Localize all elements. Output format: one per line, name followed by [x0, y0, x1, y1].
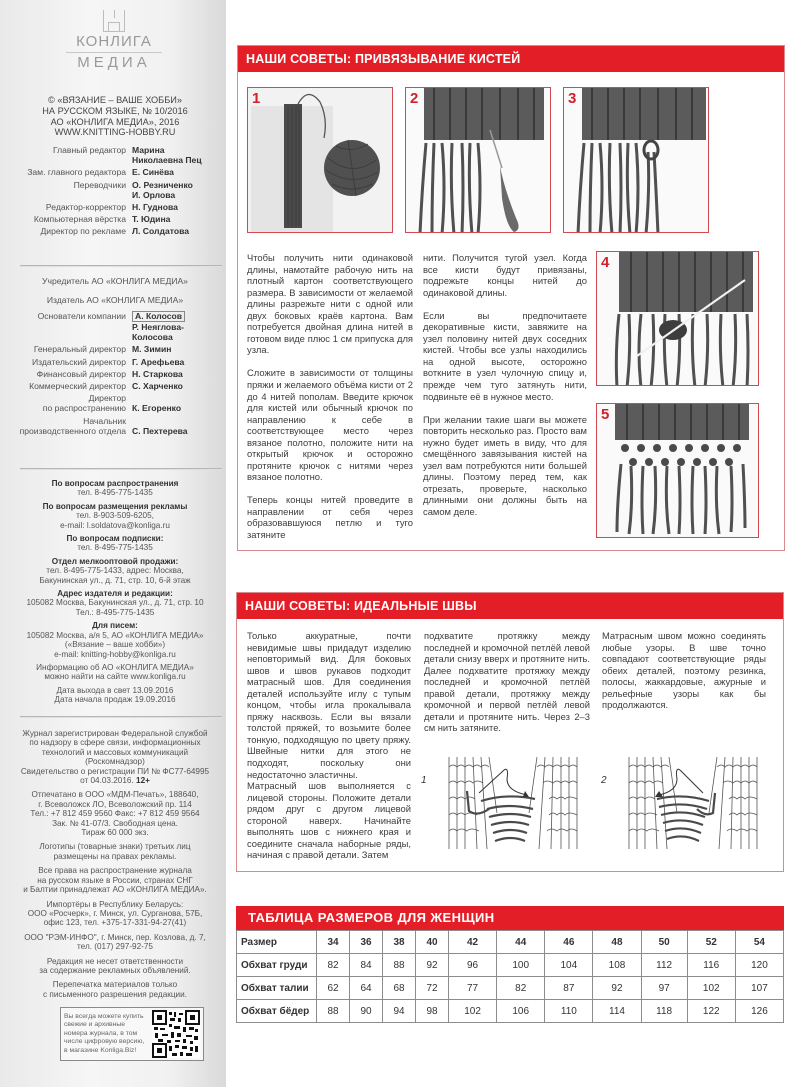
staff-row	[0, 167, 222, 177]
legal-line: технологий и массовых коммуникаций	[41, 747, 189, 757]
row-label: Обхват талии	[237, 977, 317, 1000]
contact-heading: Для писем:	[92, 621, 138, 631]
seams-text-column-1	[247, 630, 411, 861]
publisher-line: Издатель АО «КОНЛИГА МЕДИА»	[46, 295, 184, 305]
legal-line: Импортёры в Республику Беларусь:	[46, 899, 184, 909]
staff-role: Директор по рекламе	[40, 226, 126, 237]
legal-line: на русском языке в России, странах СНГ	[37, 875, 193, 885]
copyright-line: НА РУССКОМ ЯЗЫКЕ, № 10/2016	[42, 105, 188, 116]
table-cell: 64	[350, 977, 383, 1000]
legal-line: Тираж 60 000 экз.	[81, 828, 149, 838]
row-label: Размер	[237, 931, 317, 954]
legal-line: Журнал зарегистрирован Федеральной службой	[22, 729, 208, 738]
legal-line: Отпечатано в ООО «МДМ-Печать», 188640,	[31, 790, 199, 800]
contact-heading: Адрес издателя и редакции:	[57, 589, 173, 599]
editorial-staff	[0, 145, 222, 239]
paragraph: нити. Получится тугой узел. Когда все кисти будут привязаны, подрежьте концы нитей до одинаковой длины.	[423, 252, 587, 298]
staff-row	[0, 145, 222, 165]
table-cell: 110	[545, 1000, 593, 1023]
contact-heading: По вопросам подписки:	[66, 534, 164, 544]
table-cell: 94	[383, 1000, 416, 1023]
step-number: 2	[410, 90, 419, 107]
step-photo-1	[247, 87, 393, 233]
table-cell: 114	[593, 1000, 641, 1023]
legal-line: г. Всеволожск ЛО, Всеволожский пр. 114	[38, 799, 192, 809]
staff-name: С. Пехтерева	[132, 425, 188, 436]
email-link[interactable]: e-mail: knitting-hobby@konliga.ru	[54, 649, 176, 659]
legal-line: и Балтии принадлежат АО «КОНЛИГА МЕДИА».	[23, 885, 207, 895]
paragraph: Сложите в зависимости от толщины пряжи и желаемого объёма кисти от 2 до 4 нитей пополам. Введите крючок для кистей или обычный крючок по направлению к себе в соответствующее место через вязаное полотно, положите нити на открытый крючок и осторожно протяните крючок с нитями через вязаное полотно.	[247, 367, 413, 483]
legal-line: (Роскомнадзор)	[85, 757, 145, 767]
table-header-row	[237, 931, 784, 954]
table-cell: 50	[641, 931, 687, 954]
staff-name: О. Резниченко И. Орлова	[132, 179, 193, 200]
legal-line: Зак. № 41-07/3. Свободная цена.	[52, 818, 178, 828]
copyright-line: © «ВЯЗАНИЕ – ВАШЕ ХОББИ»	[48, 95, 182, 105]
divider	[20, 716, 222, 718]
management-staff	[0, 311, 222, 438]
legal-line: тел. (017) 297-92-75	[77, 942, 153, 952]
staff-row	[0, 381, 222, 391]
legal-line: с письменного разрешения редакции.	[43, 989, 187, 999]
table-cell: 92	[593, 977, 641, 1000]
legal-block	[4, 729, 226, 999]
staff-row	[0, 202, 222, 212]
step-number: 4	[601, 254, 610, 271]
table-row	[237, 1000, 784, 1023]
staff-name: Г. Арефьева	[132, 356, 185, 367]
paragraph: При желании такие шаги вы можете повторить несколько раз. Просто вам нужно будет иметь в виду, что для смещённого завязывания кистей на узел вам потребуются нити большей длины. Поэтому перед тем, как отрезать, проверьте, насколько длинными они должны быть на самом деле.	[423, 413, 587, 517]
tassels-section	[237, 45, 785, 551]
table-cell: 100	[497, 954, 545, 977]
website-link[interactable]: можно найти на сайте www.konliga.ru	[44, 672, 186, 682]
publisher-logo	[62, 10, 166, 71]
size-table-section	[236, 906, 784, 1023]
imprint-column	[0, 0, 226, 1087]
staff-name: Е. Синёва	[132, 167, 174, 178]
seams-section-title: НАШИ СОВЕТЫ: ИДЕАЛЬНЫЕ ШВЫ	[237, 593, 783, 619]
legal-line: Свидетельство о регистрации ПИ № ФС77-64995	[20, 766, 210, 776]
staff-role: Зам. главного редактора	[27, 167, 126, 178]
table-cell: 34	[317, 931, 350, 954]
staff-row	[0, 311, 222, 342]
table-cell: 46	[545, 931, 593, 954]
legal-line: ООО «Росчерк», г. Минск, ул. Сурганова, 57Б,	[27, 908, 203, 918]
copyright-block	[10, 95, 220, 138]
legal-line: ООО "РЭМ-ИНФО", г. Минск, пер. Козлова, д. 7,	[24, 932, 206, 942]
staff-role: Директор по распространению	[42, 393, 126, 414]
seams-text-column-3	[602, 630, 766, 711]
qr-code-icon[interactable]	[152, 1010, 200, 1058]
staff-row	[0, 416, 222, 436]
paragraph: Чтобы получить нити одинаковой длины, намотайте рабочую нить на плотный картон соответствующего размера. В зависимости от желаемой длины разрежьте нити с одной или двух боковых краёв картона. Вам потребуется двойная длина нитей в готовом виде плюс 1 см припуска для узла.	[247, 252, 413, 356]
step-number: 3	[568, 90, 577, 107]
table-cell: 122	[687, 1000, 735, 1023]
legal-line: по надзору в сфере связи, информационных	[29, 738, 201, 748]
staff-row	[0, 344, 222, 354]
logo-divider	[66, 52, 162, 53]
table-cell: 52	[687, 931, 735, 954]
founder-line: Учредитель АО «КОНЛИГА МЕДИА»	[42, 276, 188, 286]
paragraph: Только аккуратные, почти невидимые швы придадут изделию неповторимый вид. Для боковых швов и швов рукавов подходит матрасный шов. Для соединения деталей используйте иглу с тупым концом, чтобы игла прокалывала пряжу насквозь. Если вы вязали толстой пряжей, то возьмите более тонкую, подходящую по цвету пряжу. Швейные нитки для этого не подходят, поскольку они недостаточно эластичны.	[247, 630, 411, 780]
step-number: 1	[252, 90, 261, 107]
staff-name: Л. Солдатова	[132, 226, 190, 237]
step-photo-5	[596, 403, 759, 538]
seams-text-column-2	[424, 630, 590, 734]
staff-role: Компьютерная вёрстка	[33, 214, 126, 225]
table-cell: 97	[641, 977, 687, 1000]
legal-line: от 04.03.2016. 12+	[80, 776, 150, 786]
table-cell: 36	[350, 931, 383, 954]
table-cell: 88	[317, 1000, 350, 1023]
table-cell: 96	[449, 954, 497, 977]
size-table	[236, 930, 784, 1023]
table-cell: 42	[449, 931, 497, 954]
staff-row	[0, 369, 222, 379]
seams-section	[236, 592, 784, 872]
table-cell: 44	[497, 931, 545, 954]
logo-line-2: МЕДИА	[77, 54, 151, 71]
staff-name: Н. Гуднова	[132, 202, 178, 213]
contact-line: тел. 8-495-775-1435	[77, 488, 153, 498]
stitch-diagram-graphic	[597, 753, 767, 853]
step-photo-4	[596, 251, 759, 386]
tassel-knot-pulled-image	[564, 88, 709, 233]
contact-heading: По вопросам распространения	[51, 479, 179, 488]
crochet-hook-through-scarf-image	[406, 88, 551, 233]
paragraph: подхватите протяжку между последней и кромочной петлёй левой детали снизу вверх и протяните нить. Далее подхватите протяжку между последней и кромочной петлёй правой детали, протяжку между кромочной и первой петлёй левой детали и протяните нить. Через 2–3 см нить затяните.	[424, 630, 590, 734]
step-photo-2	[405, 87, 551, 233]
table-cell: 90	[350, 1000, 383, 1023]
size-table-title: ТАБЛИЦА РАЗМЕРОВ ДЛЯ ЖЕНЩИН	[236, 906, 784, 930]
staff-row	[0, 357, 222, 367]
email-link[interactable]: e-mail: l.soldatova@konliga.ru	[60, 520, 170, 530]
contact-line: Бакунинская ул., д. 71, стр. 10, 6-й этаж	[39, 575, 191, 585]
legal-line: Логотипы (товарные знаки) третьих лиц	[39, 842, 191, 852]
logo-mark-icon	[103, 10, 125, 32]
contact-line: Тел.: 8-495-775-1435	[75, 607, 155, 617]
contacts-block	[6, 479, 224, 705]
staff-role: Основатели компании	[37, 311, 126, 321]
stitch-diagram-graphic	[417, 753, 587, 853]
table-cell: 116	[687, 954, 735, 977]
tassels-text-column-2	[423, 252, 587, 517]
paragraph: Матрасным швом можно соединять любые узоры. В шве точно совпадают соответствующие ряды обеих деталей, поэтому резинка, полосы, жаккардовые, ажурные и рельефные узоры как бы продолжаются.	[602, 630, 766, 711]
table-cell: 107	[735, 977, 783, 1000]
contact-line: 105082 Москва, а/я 5, АО «КОНЛИГА МЕДИА»	[26, 630, 204, 640]
legal-line: Редакция не несет ответственности	[46, 956, 184, 966]
contact-heading: Отдел мелкооптовой продажи:	[51, 556, 179, 566]
table-cell: 102	[687, 977, 735, 1000]
table-cell: 112	[641, 954, 687, 977]
staff-name: Марина Николаевна Пец	[132, 145, 202, 166]
table-row	[237, 977, 784, 1000]
contact-line: тел. 8-495-775-1435	[77, 543, 153, 553]
table-cell: 84	[350, 954, 383, 977]
legal-line: Тел.: +7 812 459 9560 Факс: +7 812 459 9564	[30, 809, 200, 819]
row-label: Обхват груди	[237, 954, 317, 977]
qr-code-graphic	[152, 1010, 200, 1058]
table-cell: 126	[735, 1000, 783, 1023]
contact-line: («Вязание – ваше хобби»)	[64, 640, 166, 650]
staff-name: Н. Старкова	[132, 368, 183, 379]
tassels-text-column-1	[247, 252, 413, 541]
decorative-knotted-fringe-image	[597, 404, 759, 538]
table-cell: 72	[416, 977, 449, 1000]
legal-line: Перепечатка материалов только	[52, 980, 178, 990]
contact-line: тел. 8-903-509-6205,	[76, 511, 154, 521]
table-cell: 77	[449, 977, 497, 1000]
table-cell: 87	[545, 977, 593, 1000]
release-date: Дата выхода в свет 13.09.2016	[56, 685, 174, 695]
table-cell: 40	[416, 931, 449, 954]
row-label: Обхват бёдер	[237, 1000, 317, 1023]
table-cell: 118	[641, 1000, 687, 1023]
info-line: Информацию об АО «КОНЛИГА МЕДИА»	[36, 662, 194, 672]
copyright-line: АО «КОНЛИГА МЕДИА», 2016	[50, 116, 180, 127]
legal-line: за содержание рекламных объявлений.	[39, 965, 191, 975]
table-cell: 106	[497, 1000, 545, 1023]
legal-line: Все права на распространение журнала	[38, 866, 192, 876]
table-cell: 38	[383, 931, 416, 954]
table-cell: 54	[735, 931, 783, 954]
paragraph: Матрасный шов выполняется с лицевой стороны. Положите детали рядом друг с другом лицевой стороной наверх. Начинайте выполнять шов с нижнего края и соедините сначала наборные ряды, начиная с правой детали. Затем	[247, 780, 411, 861]
shop-promo-box[interactable]	[60, 1007, 204, 1061]
contact-line: тел. 8-495-775-1433, адрес: Москва,	[46, 566, 184, 576]
table-cell: 102	[449, 1000, 497, 1023]
table-cell: 108	[593, 954, 641, 977]
staff-name: М. Зимин	[132, 344, 172, 355]
staff-role: Редактор-корректор	[45, 202, 126, 213]
table-cell: 104	[545, 954, 593, 977]
mattress-stitch-diagram-1	[417, 753, 587, 853]
staff-name: К. Егоренко	[132, 403, 182, 414]
table-cell: 82	[497, 977, 545, 1000]
staff-role: Финансовый директор	[36, 368, 126, 379]
legal-line: размещены на правах рекламы.	[53, 851, 177, 861]
staff-row	[0, 180, 222, 200]
paragraph: Если вы предпочитаете декоративные кисти, завяжите на узел половину нитей двух соседних кистей. Чтобы все узлы находились на одной высоте, осторожно воткните в узел чулочную спицу и, прежде чем туго затянуть нити, подвиньте её в нужное место.	[423, 309, 587, 402]
legal-line: офис 123, тел. +375-17-331-94-27(41)	[43, 918, 187, 928]
shop-promo-text: Вы всегда можете купить свежие и архивные номера журнала, в том числе цифровую версию, в магазине Konliga.Biz!	[64, 1012, 145, 1054]
table-cell: 88	[383, 954, 416, 977]
divider	[20, 265, 222, 267]
logo-line-1: КОНЛИГА	[76, 33, 152, 50]
contact-heading: По вопросам размещения рекламы	[42, 501, 188, 511]
staff-role: Переводчики	[73, 179, 126, 190]
table-row	[237, 954, 784, 977]
cardboard-with-yarn-image	[248, 88, 393, 233]
needle-through-knots-image	[597, 252, 759, 386]
paragraph: Теперь концы нитей проведите в направлении от себя через образовавшуюся петлю и туго затяните	[247, 494, 413, 541]
table-cell: 92	[416, 954, 449, 977]
staff-role: Главный редактор	[52, 145, 126, 155]
step-number: 5	[601, 406, 610, 423]
sale-date: Дата начала продаж 19.09.2016	[54, 695, 176, 705]
table-cell: 98	[416, 1000, 449, 1023]
staff-role: Генеральный директор	[33, 344, 126, 355]
staff-row	[0, 393, 222, 413]
staff-name: Т. Юдина	[132, 214, 171, 225]
staff-role: Коммерческий директор	[29, 381, 126, 392]
table-cell: 82	[317, 954, 350, 977]
table-cell: 68	[383, 977, 416, 1000]
age-rating-badge: 12+	[136, 776, 150, 786]
tassels-section-title: НАШИ СОВЕТЫ: ПРИВЯЗЫВАНИЕ КИСТЕЙ	[238, 46, 784, 72]
staff-role: Издательский директор	[31, 356, 126, 367]
mattress-stitch-diagram-2	[597, 753, 767, 853]
contact-line: 105082 Москва, Бакунинская ул., д. 71, стр. 10	[26, 598, 204, 608]
staff-row	[0, 226, 222, 236]
step-photo-3	[563, 87, 709, 233]
table-cell: 48	[593, 931, 641, 954]
website-link[interactable]: WWW.KNITTING-HOBBY.RU	[54, 127, 176, 138]
table-cell: 120	[735, 954, 783, 977]
diagram-number: 1	[421, 775, 427, 786]
staff-name: С. Харченко	[132, 381, 183, 392]
divider	[20, 468, 222, 470]
staff-row	[0, 214, 222, 224]
staff-role: Начальник производственного отдела	[19, 415, 126, 436]
table-cell: 62	[317, 977, 350, 1000]
staff-name: А. Колосов Р. Неяглова- Колосова	[132, 311, 184, 343]
diagram-number: 2	[601, 775, 607, 786]
